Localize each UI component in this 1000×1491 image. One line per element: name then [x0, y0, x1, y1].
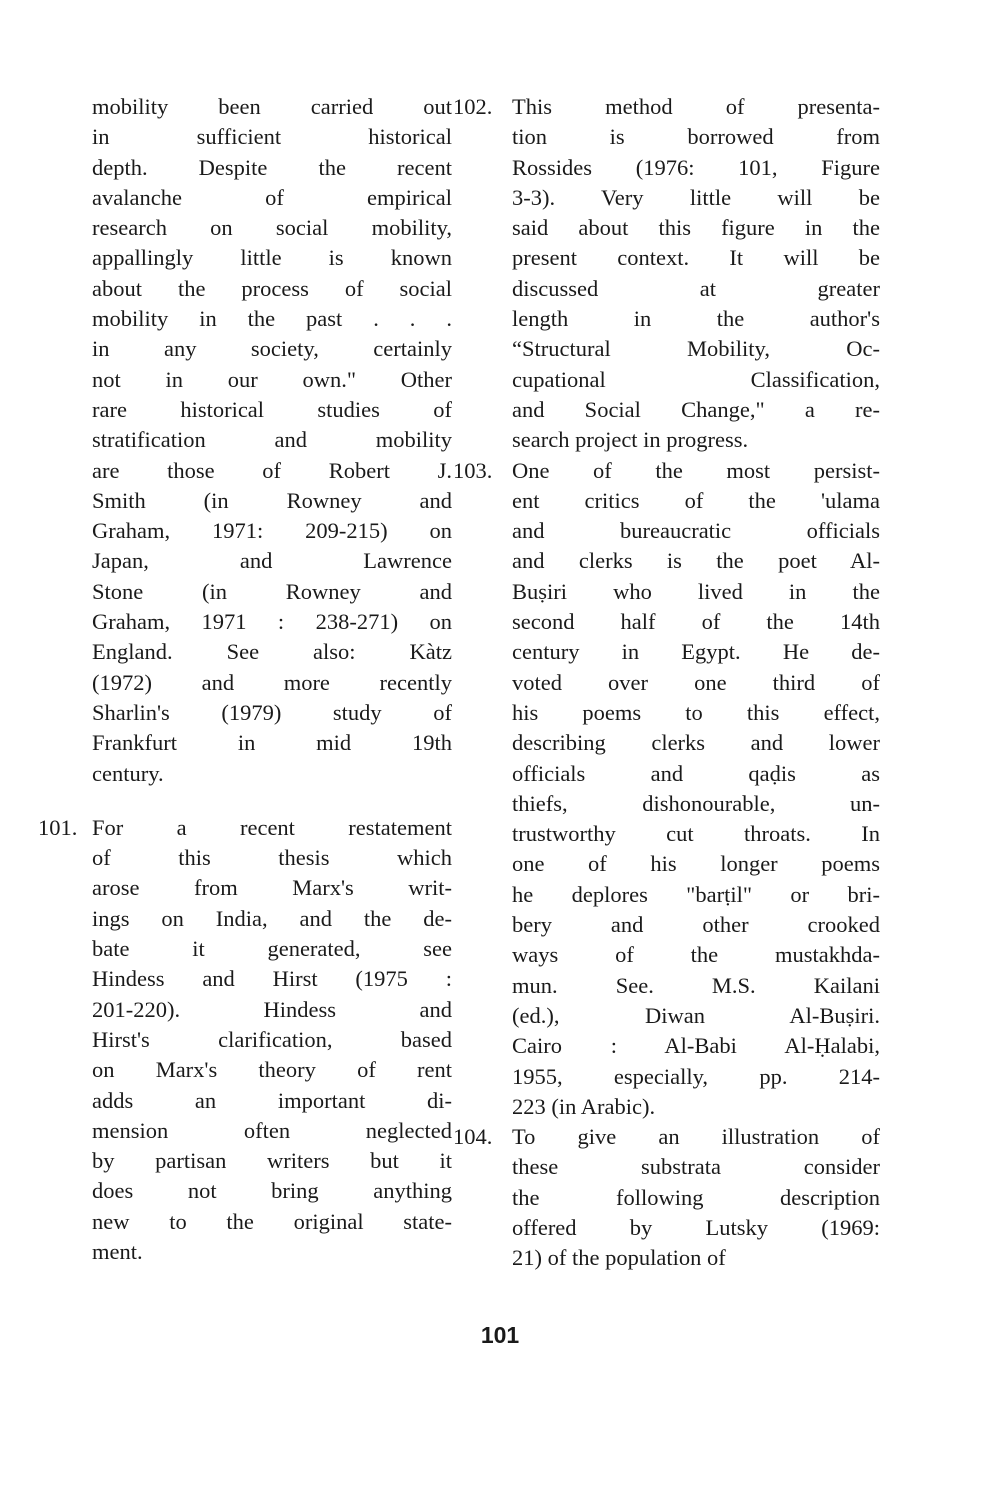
- continued-footnote-text: [92, 92, 452, 789]
- text-line: Sharlin's (1979) study of: [92, 699, 452, 725]
- text-line: said about this figure in the: [512, 215, 880, 241]
- text-line: he deplores "barṭil" or bri-: [512, 881, 880, 907]
- text-line: and bureaucratic officials: [512, 518, 880, 544]
- text-line: does not bring anything: [92, 1178, 452, 1204]
- footnote-number: 104.: [453, 1124, 493, 1150]
- text-line: mobility in the past . . .: [92, 306, 452, 332]
- text-line: This method of presenta-: [512, 94, 880, 119]
- text-line: officials and qaḍis as: [512, 760, 880, 786]
- text-line: bate it generated, see: [92, 936, 452, 962]
- text-line: depth. Despite the recent: [92, 154, 452, 180]
- footnote-text: [92, 813, 452, 1267]
- text-line: ings on India, and the de-: [92, 905, 452, 931]
- footnote-102: [453, 92, 880, 456]
- text-line: offered by Lutsky (1969:: [512, 1214, 880, 1240]
- text-line: mobility been carried out: [92, 94, 452, 119]
- footnote-103: [453, 456, 880, 1123]
- text-line: stratification and mobility: [92, 427, 452, 453]
- text-line: on Marx's theory of rent: [92, 1057, 452, 1083]
- text-line: research on social mobility,: [92, 215, 452, 241]
- text-line: Smith (in Rowney and: [92, 487, 452, 513]
- text-line: ways of the mustakhda-: [512, 942, 880, 968]
- text-line: length in the author's: [512, 306, 880, 332]
- text-line: voted over one third of: [512, 669, 880, 695]
- text-line: avalanche of empirical: [92, 184, 452, 210]
- text-line: trustworthy cut throats. In: [512, 821, 880, 847]
- text-line: 21) of the population of: [512, 1245, 726, 1271]
- footnote-text: [512, 92, 880, 456]
- text-line: 201-220). Hindess and: [92, 996, 452, 1022]
- text-line: Frankfurt in mid 19th: [92, 730, 452, 756]
- text-line: in sufficient historical: [92, 124, 452, 150]
- text-line: ment.: [92, 1238, 143, 1264]
- text-line: arose from Marx's writ-: [92, 875, 452, 901]
- text-line: Cairo : Al-Babi Al-Ḥalabi,: [512, 1033, 880, 1059]
- text-line: Stone (in Rowney and: [92, 578, 452, 604]
- text-line: 223 (in Arabic).: [512, 1093, 656, 1119]
- text-line: (1972) and more recently: [92, 669, 452, 695]
- text-line: second half of the 14th: [512, 609, 880, 635]
- text-line: Graham, 1971 : 238-271) on: [92, 609, 452, 635]
- text-line: mun. See. M.S. Kailani: [512, 972, 880, 998]
- text-line: thiefs, dishonourable, un-: [512, 790, 880, 816]
- text-line: One of the most persist-: [512, 457, 880, 483]
- footnote-101: [38, 813, 452, 1267]
- left-column: [38, 92, 452, 1267]
- text-line: Buṣiri who lived in the: [512, 578, 880, 604]
- footnote-104: [453, 1122, 880, 1273]
- text-line: adds an important di-: [92, 1087, 452, 1113]
- text-line: To give an illustration of: [512, 1124, 880, 1150]
- footnote-gap: [92, 789, 452, 813]
- footnote-number: 102.: [453, 94, 493, 119]
- text-line: mension often neglected: [92, 1117, 452, 1143]
- footnote-number: 101.: [38, 814, 78, 840]
- text-line: Hindess and Hirst (1975 :: [92, 966, 452, 992]
- text-line: ent critics of the 'ulama: [512, 487, 880, 513]
- text-line: 3-3). Very little will be: [512, 184, 880, 210]
- text-line: by partisan writers but it: [92, 1148, 452, 1174]
- text-line: For a recent restatement: [92, 814, 452, 840]
- footnote-text: [512, 456, 880, 1123]
- text-line: are those of Robert J.: [92, 457, 452, 483]
- text-line: century in Egypt. He de-: [512, 639, 880, 665]
- text-line: in any society, certainly: [92, 336, 452, 362]
- text-line: the following description: [512, 1184, 880, 1210]
- text-line: new to the original state-: [92, 1208, 452, 1234]
- text-line: appallingly little is known: [92, 245, 452, 271]
- text-line: of this thesis which: [92, 845, 452, 871]
- footnote-number: 103.: [453, 457, 493, 483]
- right-column: [453, 92, 880, 1274]
- text-line: Hirst's clarification, based: [92, 1026, 452, 1052]
- text-line: present context. It will be: [512, 245, 880, 271]
- footnote-text: [512, 1122, 880, 1273]
- text-line: describing clerks and lower: [512, 730, 880, 756]
- text-line: 1955, especially, pp. 214-: [512, 1063, 880, 1089]
- text-line: (ed.), Diwan Al-Buṣiri.: [512, 1002, 880, 1028]
- text-line: search project in progress.: [512, 427, 749, 453]
- text-line: not in our own." Other: [92, 366, 452, 392]
- text-line: his poems to this effect,: [512, 699, 880, 725]
- text-line: these substrata consider: [512, 1154, 880, 1180]
- text-line: and clerks is the poet Al-: [512, 548, 880, 574]
- text-line: one of his longer poems: [512, 851, 880, 877]
- text-line: and Social Change," a re-: [512, 396, 880, 422]
- text-line: cupational Classification,: [512, 366, 880, 392]
- text-line: discussed at greater: [512, 275, 880, 301]
- text-line: rare historical studies of: [92, 396, 452, 422]
- text-line: “Structural Mobility, Oc-: [512, 336, 880, 362]
- page-number: 101: [480, 1322, 520, 1348]
- text-line: bery and other crooked: [512, 912, 880, 938]
- text-line: Japan, and Lawrence: [92, 548, 452, 574]
- text-line: about the process of social: [92, 275, 452, 301]
- text-line: tion is borrowed from: [512, 124, 880, 150]
- text-line: England. See also: Kàtz: [92, 639, 452, 665]
- text-line: century.: [92, 760, 164, 786]
- text-line: Graham, 1971: 209-215) on: [92, 518, 452, 544]
- text-line: Rossides (1976: 101, Figure: [512, 154, 880, 180]
